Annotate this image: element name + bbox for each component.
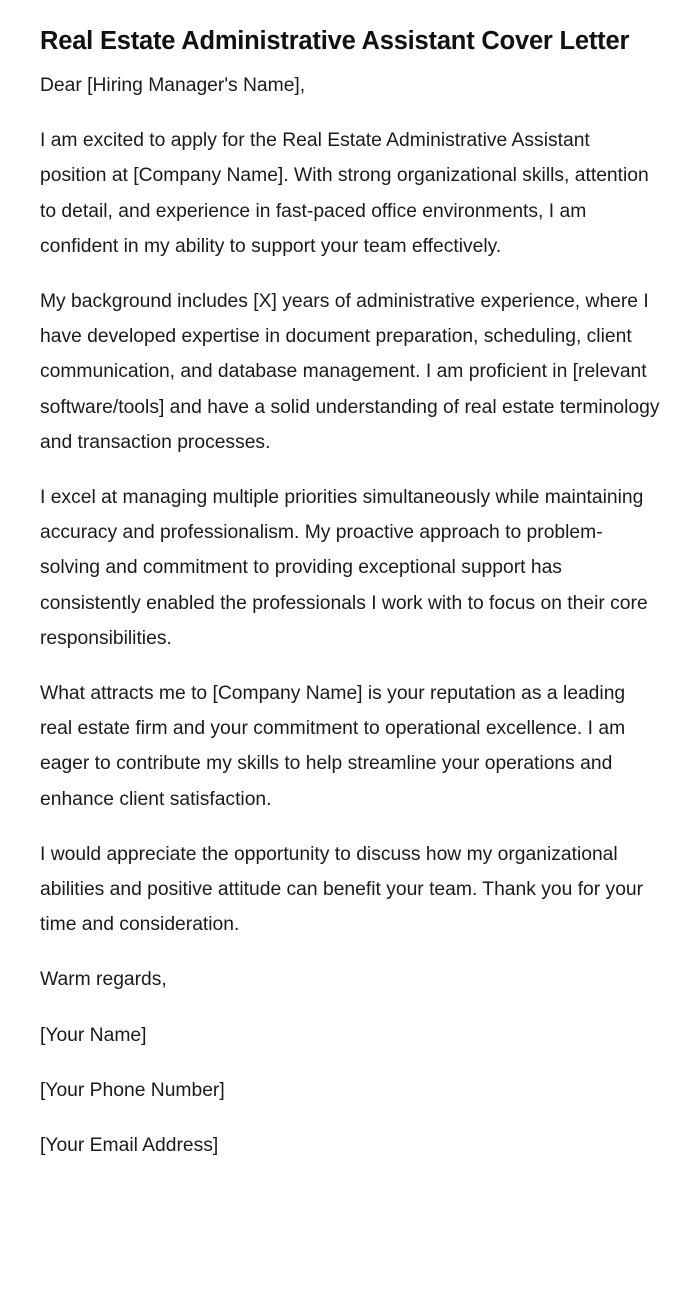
signature-email: [Your Email Address] — [40, 1135, 219, 1157]
paragraph-company-interest: What attracts me to [Company Name] is your reputation as a leading real estate firm and your commitment to operational excellence. I am eager to contribute my skills to help streamline your operations and enhance client satisfaction. — [40, 683, 626, 810]
signature-phone: [Your Phone Number] — [40, 1079, 225, 1101]
closing: Warm regards, — [40, 969, 167, 991]
paragraph-closing-request: I would appreciate the opportunity to discuss how my organizational abilities and positive attitude can benefit your team. Thank you for your time and consideration. — [40, 843, 644, 936]
salutation: Dear [Hiring Manager's Name], — [40, 75, 306, 96]
paragraph-background: My background includes [X] years of administrative experience, where I have developed expertise in document preparation, scheduling, client communication, and database management. I am proficient in [relevant software/tools] and have a solid understanding of real estate terminology and transaction processes. — [40, 291, 660, 453]
page-title: Real Estate Administrative Assistant Cover Letter — [40, 27, 630, 55]
signature-name: [Your Name] — [40, 1024, 147, 1046]
paragraph-intro: I am excited to apply for the Real Estate Administrative Assistant position at [Company Name]. With strong organizational skills, attention to detail, and experience in fast-paced office environments, I am confident in my ability to support your team effectively. — [40, 130, 649, 257]
letter-body — [40, 68, 660, 1163]
paragraph-strengths: I excel at managing multiple priorities simultaneously while maintaining accuracy and professionalism. My proactive approach to problem-solving and commitment to providing exceptional support has consistently enabled the professionals I work with to focus on their core responsibilities. — [40, 487, 648, 649]
